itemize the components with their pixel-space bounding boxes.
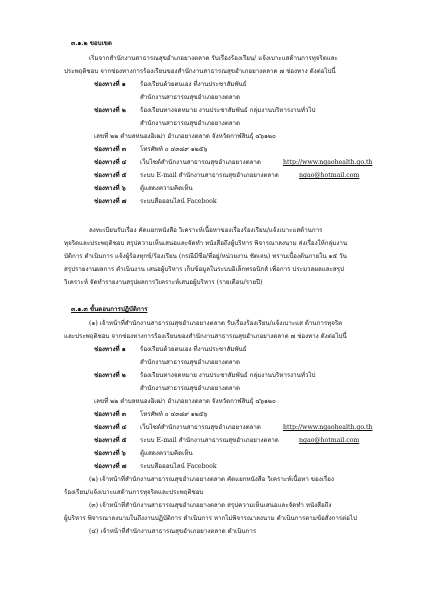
channel-label: ช่องทางที่ ๒ — [94, 107, 126, 114]
channel-text: ระบบสื่อออนไลน์ Facebook — [140, 463, 217, 470]
channel-label: ช่องทางที่ ๗ — [94, 463, 127, 470]
channel-label: ช่องทางที่ ๓ — [94, 146, 126, 153]
channel-label: ช่องทางที่ ๔ — [94, 159, 127, 166]
section-heading: ๓.๑.๓ ขั้นตอนการปฏิบัติการ — [71, 306, 148, 313]
website-link[interactable]: http://www.ngaohealth.go.th — [283, 424, 373, 431]
website-link[interactable]: http://www.ngaohealth.go.th — [283, 159, 373, 166]
paragraph-line: (๓) เจ้าหน้าที่สำนักงานสาธารณสุขอำเภอยางตลาด สรุปความเห็นเสนอและจัดทำ หนังสือถึง — [89, 502, 332, 509]
channel-text: สำนักงานสาธารณสุขอำเภอยางตลาด — [140, 359, 241, 366]
section-heading: ๓.๑.๒ ขอบเขต — [71, 40, 112, 47]
channel-text: เว็บไซต์สำนักงานสาธารณสุขอำเภอยางตลาด — [140, 424, 261, 431]
paragraph-line: ประพฤติชอบ จากช่องทางการร้องเรียนของสำนักงานสาธารณสุขอำเภอยางตลาด ๗ ช่องทาง ดังต่อไปนี้ — [64, 68, 336, 75]
channel-text: ระบบ E-mail สำนักงานสาธารณสุขอำเภอยางตลาด — [140, 437, 279, 444]
channel-text: ร้องเรียนด้วยตนเอง ที่งานประชาสัมพันธ์ — [140, 346, 247, 353]
paragraph-line: ผู้บริหาร พิจารณาลงนามในถึงงานปฏิบัติการ ดำเนินการ หากไม่พิจารณาลงนาม ดำเนินการตามข้อสั่งการต่อไป — [64, 515, 357, 522]
channel-text: สำนักงานสาธารณสุขอำเภอยางตลาด — [140, 120, 241, 127]
channel-text: สำนักงานสาธารณสุขอำเภอยางตลาด — [140, 94, 241, 101]
channel-text: ตู้แสดงความคิดเห็น — [140, 185, 193, 192]
channel-text: ร้องเรียนทางจดหมาย งานประชาสัมพันธ์ กลุ่มงานบริหารงานทั่วไป — [140, 107, 316, 114]
paragraph-line: และประพฤติชอบ จากช่องทางการร้องเรียนของสำนักงานสาธารณสุขอำเภอยางตลาด ๗ ช่องทาง ดังต่อไปนี้ — [64, 333, 347, 340]
email-link[interactable]: ngao@hotmail.com — [299, 437, 360, 444]
channel-text: โทรศัพท์ ๐ ๔๓๘๙ ๑๒๕๖ — [140, 411, 208, 418]
channel-label: ช่องทางที่ ๖ — [94, 450, 126, 457]
paragraph-line: สรุปรายงานผลการ ดำเนินงาน เสนอผู้บริหาร เก็บข้อมูลในระบบอิเล็กทรอนิกส์ เพื่อการ ประมวลผลและสรุป — [64, 266, 344, 273]
channel-label: ช่องทางที่ ๔ — [94, 424, 127, 431]
channel-text: ร้องเรียนด้วยตนเอง ที่งานประชาสัมพันธ์ — [140, 81, 247, 88]
channel-text: ระบบ E-mail สำนักงานสาธารณสุขอำเภอยางตลาด — [140, 172, 279, 179]
channel-label: ช่องทางที่ ๑ — [94, 81, 126, 88]
channel-text: เว็บไซต์สำนักงานสาธารณสุขอำเภอยางตลาด — [140, 159, 261, 166]
paragraph-line: (๑) เจ้าหน้าที่สำนักงานสาธารณสุขอำเภอยางตลาด รับเรื่องร้องเรียน/แจ้งเบาะแส ด้านการทุจริต — [89, 320, 343, 327]
channel-text: โทรศัพท์ ๐ ๔๓๘๙ ๑๒๕๖ — [140, 146, 208, 153]
channel-label: ช่องทางที่ ๒ — [94, 372, 126, 379]
address-text: เลขที่ ๒๒ ตำบลหนองอิเฒ่า อำเภอยางตลาด จังหวัดกาฬสินธุ์ ๔๖๑๒๐ — [94, 398, 276, 405]
paragraph-line: (๔) เจ้าหน้าที่สำนักงานสาธารณสุขอำเภอยางตลาด ดำเนินการ — [89, 528, 257, 535]
channel-text: ร้องเรียนทางจดหมาย งานประชาสัมพันธ์ กลุ่มงานบริหารงานทั่วไป — [140, 372, 316, 379]
channel-label: ช่องทางที่ ๗ — [94, 198, 127, 205]
channel-label: ช่องทางที่ ๓ — [94, 411, 126, 418]
channel-text: ระบบสื่อออนไลน์ Facebook — [140, 198, 217, 205]
channel-label: ช่องทางที่ ๕ — [94, 437, 127, 444]
channel-label: ช่องทางที่ ๖ — [94, 185, 126, 192]
email-link[interactable]: ngao@hotmail.com — [299, 172, 360, 179]
paragraph-line: เริ่มจากสำนักงานสาธารณสุขอำเภอยางตลาด รับเรื่องร้องเรียน/ แจ้งเบาะแสด้านการทุจริตและ — [89, 55, 338, 62]
paragraph-line: (๒) เจ้าหน้าที่สำนักงานสาธารณสุขอำเภอยางตลาด คัดแยกหนังสือ วิเคราะห์เนื้อหา ของเรื่อง — [89, 476, 334, 483]
paragraph-line: บัติการ ดำเนินการ แจ้งผู้ร้องทุกข์/ร้องเรียน (กรณีมีชื่อ/ที่อยู่/หน่วยงาน ชัดเจน) ทราบเบื้องต้นภายใน ๑๕ วัน — [64, 253, 347, 260]
paragraph-line: ลงทะเบียนรับเรื่อง คัดแยกหนังสือ วิเคราะห์เนื้อหาของเรื่องร้องเรียน/แจ้งเบาะแสด้านการ — [89, 227, 323, 234]
channel-label: ช่องทางที่ ๕ — [94, 172, 127, 179]
channel-text: ตู้แสดงความคิดเห็น — [140, 450, 193, 457]
channel-label: ช่องทางที่ ๑ — [94, 346, 126, 353]
channel-text: สำนักงานสาธารณสุขอำเภอยางตลาด — [140, 385, 241, 392]
paragraph-line: ร้องเรียน/แจ้งเบาะแสด้านการทุจริตและประพฤติชอบ — [64, 489, 204, 496]
paragraph-line: ทุจริตและประพฤติชอบ สรุปความเห็นเสนอและจัดทำ หนังสือถึงผู้บริหาร พิจารณาลงนาม ส่งเรื่องให้กลุ่มงาน — [64, 240, 348, 247]
paragraph-line: วิเคราะห์ จัดทำรายงานสรุปผลการวิเคราะห์เสนอผู้บริหาร (รายเดือน/รายปี) — [64, 279, 263, 286]
address-text: เลขที่ ๒๒ ตำบลหนองอิเฒ่า อำเภอยางตลาด จังหวัดกาฬสินธุ์ ๔๖๑๒๐ — [94, 133, 276, 140]
